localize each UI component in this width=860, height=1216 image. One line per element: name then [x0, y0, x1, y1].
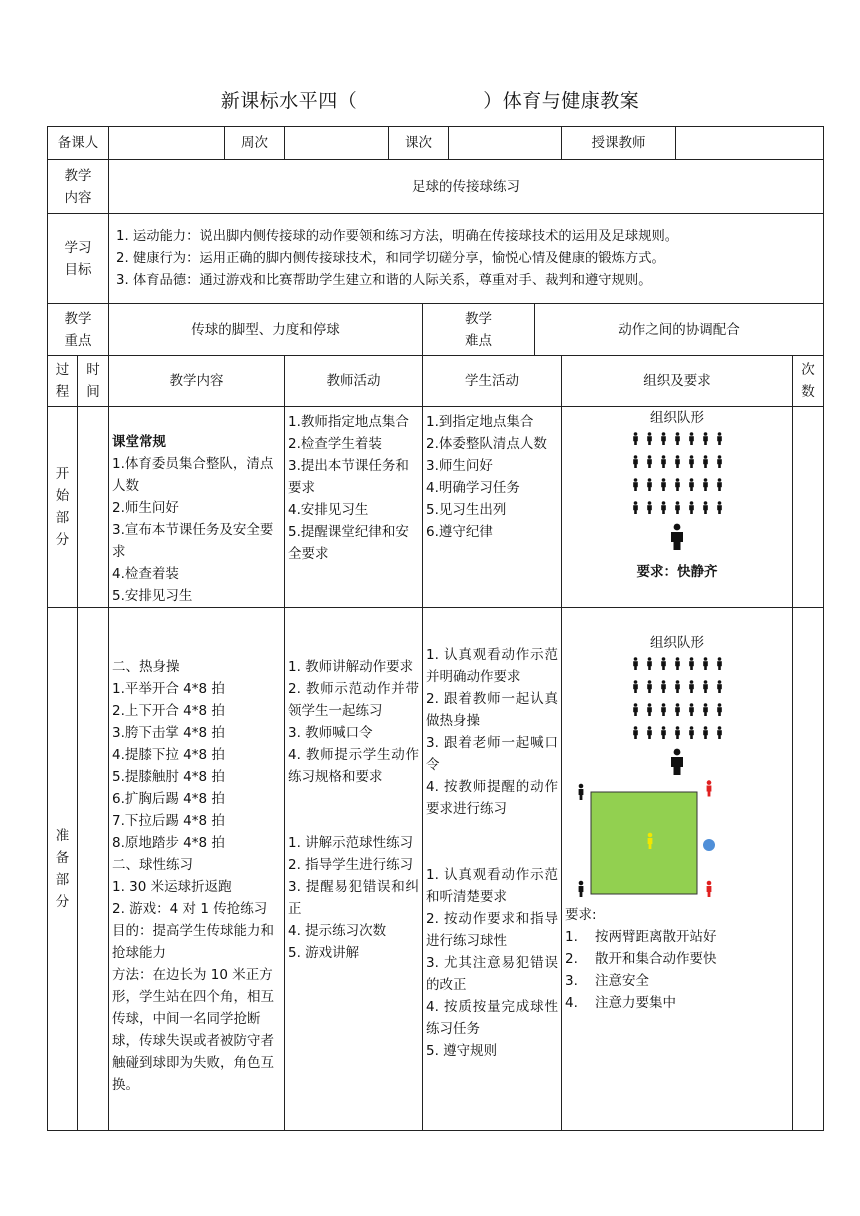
list-item: 4.安排见习生: [288, 502, 369, 518]
student-icon: [702, 655, 709, 677]
start-section-label: 开 始 部 分: [48, 407, 78, 608]
list-item: 1.教师指定地点集合: [288, 414, 409, 430]
student-icon: [646, 476, 653, 498]
teacher-label: 授课教师: [562, 127, 676, 160]
student-icon: [688, 678, 695, 700]
list-item: 2.检查学生着装: [288, 436, 382, 452]
teacher-value[interactable]: [676, 127, 824, 160]
student-icon: [674, 476, 681, 498]
list-item: 4. 按质按量完成球性练习任务: [426, 999, 558, 1037]
list-item: 2. 按动作要求和指导进行练习球性: [426, 911, 558, 949]
list-item: 4.提膝下拉 4*8 拍: [112, 747, 225, 763]
student-icon: [632, 476, 639, 498]
list-item: 2. 散开和集合动作要快: [565, 951, 717, 967]
student-icon: [688, 430, 695, 452]
square-field: [591, 792, 697, 894]
key-value: 传球的脚型、力度和停球: [109, 304, 423, 356]
student-icon: [646, 430, 653, 452]
drill-field-diagram: [563, 780, 733, 904]
prep-student: [423, 608, 562, 1131]
list-item: 5.安排见习生: [112, 588, 193, 604]
player-icon: [707, 881, 712, 897]
student-icon: [716, 678, 723, 700]
student-icon: [674, 701, 681, 723]
prep-content: [109, 608, 285, 1131]
student-icon: [646, 499, 653, 521]
col-teacher: 教师活动: [285, 356, 423, 407]
student-icon: [702, 701, 709, 723]
formation-row: [565, 452, 789, 475]
list-item: 1.到指定地点集合: [426, 414, 534, 430]
list-item: 1.体育委员集合整队，清点人数: [112, 456, 274, 494]
student-icon: [674, 430, 681, 452]
student-icon: [632, 430, 639, 452]
list-item: 3.胯下击掌 4*8 拍: [112, 725, 225, 741]
prep-teacher: [285, 608, 423, 1131]
col-count: 次 数: [793, 356, 824, 407]
student-icon: [674, 678, 681, 700]
student-icon: [702, 499, 709, 521]
student-icon: [632, 701, 639, 723]
content-row: [48, 160, 824, 214]
student-icon: [688, 655, 695, 677]
player-icon: [579, 881, 584, 897]
lesson-value[interactable]: [449, 127, 562, 160]
key-label: 教学 重点: [48, 304, 109, 356]
list-item: 6.扩胸后踢 4*8 拍: [112, 791, 225, 807]
prep-section-row: [48, 608, 824, 1131]
teacher-icon: [668, 748, 686, 776]
student-icon: [702, 678, 709, 700]
col-time: 时 间: [78, 356, 109, 407]
page-title: 新课标水平四（ ）体育与健康教案: [220, 90, 640, 112]
col-content: 教学内容: [109, 356, 285, 407]
student-icon: [646, 453, 653, 475]
goals-list: [109, 214, 824, 304]
list-item: 4.明确学习任务: [426, 480, 520, 496]
student-icon: [646, 678, 653, 700]
formation-row: [565, 723, 789, 746]
prep-section-label: 准 备 部 分: [48, 608, 78, 1131]
student-icon: [688, 724, 695, 746]
list-item: 7.下拉后踢 4*8 拍: [112, 813, 225, 829]
list-item: 5.提醒课堂纪律和安全要求: [288, 524, 409, 562]
list-item: 3. 尤其注意易犯错误的改正: [426, 955, 558, 993]
student-icon: [660, 453, 667, 475]
content-value: 足球的传接球练习: [109, 160, 824, 214]
student-icon: [632, 499, 639, 521]
student-icon: [702, 476, 709, 498]
student-icon: [716, 430, 723, 452]
preparer-value[interactable]: [109, 127, 225, 160]
week-label: 周次: [225, 127, 285, 160]
student-icon: [646, 701, 653, 723]
student-icon: [688, 499, 695, 521]
header-row: [48, 127, 824, 160]
list-item: 2. 游戏：4 对 1 传抢练习: [112, 901, 268, 917]
goals-label: 学习 目标: [48, 214, 109, 304]
start-section-row: [48, 407, 824, 608]
key-row: [48, 304, 824, 356]
formation-grid: [565, 654, 789, 746]
list-item: 5.提膝触肘 4*8 拍: [112, 769, 225, 785]
formation-title: 组织队形: [650, 410, 704, 426]
difficulty-label: 教学 难点: [423, 304, 535, 356]
student-icon: [660, 430, 667, 452]
start-content: [109, 407, 285, 608]
list-item: 4.检查着装: [112, 566, 179, 582]
prep-time[interactable]: [78, 608, 109, 1131]
list-item: 3.提出本节课任务和要求: [288, 458, 409, 496]
list-item: 2.上下开合 4*8 拍: [112, 703, 225, 719]
student-icon: [674, 655, 681, 677]
difficulty-value: 动作之间的协调配合: [535, 304, 824, 356]
formation-row: [565, 498, 789, 521]
list-item: 1. 按两臂距离散开站好: [565, 929, 717, 945]
list-item: 1. 认真观看动作示范并明确动作要求: [426, 647, 558, 685]
student-icon: [632, 724, 639, 746]
list-item: 二、热身操: [112, 659, 180, 675]
col-process: 过 程: [48, 356, 78, 407]
student-icon: [716, 655, 723, 677]
list-item: 4. 提示练习次数: [288, 923, 387, 939]
ball-icon: [703, 839, 715, 851]
prep-org: [562, 608, 793, 1131]
list-item: 5.见习生出列: [426, 502, 507, 518]
week-value[interactable]: [285, 127, 389, 160]
lesson-plan-table: [47, 126, 824, 1131]
student-icon: [716, 701, 723, 723]
list-item: 2. 跟着教师一起认真做热身操: [426, 691, 558, 729]
list-item: 2.师生问好: [112, 500, 179, 516]
list-item: 4. 按教师提醒的动作要求进行练习: [426, 779, 558, 817]
column-header-row: [48, 356, 824, 407]
formation-grid: [565, 429, 789, 521]
student-icon: [716, 499, 723, 521]
list-item: 5. 遵守规则: [426, 1043, 498, 1059]
preparer-label: 备课人: [48, 127, 109, 160]
student-icon: [688, 476, 695, 498]
col-student: 学生活动: [423, 356, 562, 407]
student-icon: [716, 453, 723, 475]
start-student: [423, 407, 562, 608]
student-icon: [702, 430, 709, 452]
goal-item: 1. 运动能力：说出脚内侧传接球的动作要领和练习方法，明确在传接球技术的运用及足球规则。: [116, 228, 679, 244]
student-icon: [688, 453, 695, 475]
start-time[interactable]: [78, 407, 109, 608]
student-icon: [660, 655, 667, 677]
teacher-icon: [668, 523, 686, 551]
student-icon: [660, 476, 667, 498]
student-icon: [716, 724, 723, 746]
formation-requirement-label: 要求:: [565, 907, 597, 923]
student-icon: [660, 499, 667, 521]
start-count[interactable]: [793, 407, 824, 608]
lesson-label: 课次: [389, 127, 449, 160]
student-icon: [660, 678, 667, 700]
formation-row: [565, 677, 789, 700]
list-item: 1. 讲解示范球性练习: [288, 835, 414, 851]
student-icon: [632, 678, 639, 700]
list-item: 3. 跟着老师一起喊口令: [426, 735, 558, 773]
list-item: 1. 教师讲解动作要求: [288, 659, 414, 675]
list-item: 3. 注意安全: [565, 973, 649, 989]
student-icon: [660, 724, 667, 746]
student-icon: [702, 724, 709, 746]
student-icon: [632, 655, 639, 677]
student-icon: [674, 453, 681, 475]
list-item: 5. 游戏讲解: [288, 945, 360, 961]
prep-count[interactable]: [793, 608, 824, 1131]
list-item: 8.原地踏步 4*8 拍: [112, 835, 225, 851]
student-icon: [646, 655, 653, 677]
list-item: 3. 提醒易犯错误和纠正: [288, 879, 419, 917]
player-icon: [707, 780, 712, 796]
formation-row: [565, 700, 789, 723]
student-icon: [674, 724, 681, 746]
list-item: 二、球性练习: [112, 857, 193, 873]
list-item: 3. 教师喊口令: [288, 725, 373, 741]
student-icon: [674, 499, 681, 521]
list-item: 方法：在边长为 10 米正方形，学生站在四个角，相互传球，中间一名同学抢断球，传球失误或者被防守者触碰到球即为失败，角色互换。: [112, 967, 274, 1093]
list-item: 3.师生问好: [426, 458, 493, 474]
start-org: [562, 407, 793, 608]
formation-title: 组织队形: [650, 635, 704, 651]
list-item: 4. 教师提示学生动作练习规格和要求: [288, 747, 419, 785]
goal-item: 3. 体育品德：通过游戏和比赛帮助学生建立和谐的人际关系，尊重对手、裁判和遵守规则。: [116, 272, 652, 288]
list-item: 1. 30 米运球折返跑: [112, 879, 232, 895]
start-teacher: [285, 407, 423, 608]
goals-row: [48, 214, 824, 304]
formation-row: [565, 654, 789, 677]
formation-requirement: 要求：快静齐: [636, 564, 718, 580]
player-icon: [579, 784, 584, 800]
list-item: 2. 教师示范动作并带领学生一起练习: [288, 681, 419, 719]
list-item: 目的：提高学生传球能力和抢球能力: [112, 923, 274, 961]
formation-row: [565, 475, 789, 498]
goal-item: 2. 健康行为：运用正确的脚内侧传接球技术，和同学切磋分享，愉悦心情及健康的锻炼方式。: [116, 250, 665, 266]
list-item: 2. 指导学生进行练习: [288, 857, 414, 873]
col-org: 组织及要求: [562, 356, 793, 407]
student-icon: [702, 453, 709, 475]
content-label: 教学 内容: [48, 160, 109, 214]
formation-row: [565, 429, 789, 452]
student-icon: [646, 724, 653, 746]
student-icon: [632, 453, 639, 475]
list-item: 1. 认真观看动作示范和听清楚要求: [426, 867, 558, 905]
list-item: 3.宣布本节课任务及安全要求: [112, 522, 274, 560]
list-item: 2.体委整队清点人数: [426, 436, 547, 452]
list-item: 6.遵守纪律: [426, 524, 493, 540]
student-icon: [716, 476, 723, 498]
list-item: 4. 注意力要集中: [565, 995, 676, 1011]
student-icon: [688, 701, 695, 723]
start-content-title: 课堂常规: [112, 434, 166, 450]
student-icon: [660, 701, 667, 723]
list-item: 1.平举开合 4*8 拍: [112, 681, 225, 697]
